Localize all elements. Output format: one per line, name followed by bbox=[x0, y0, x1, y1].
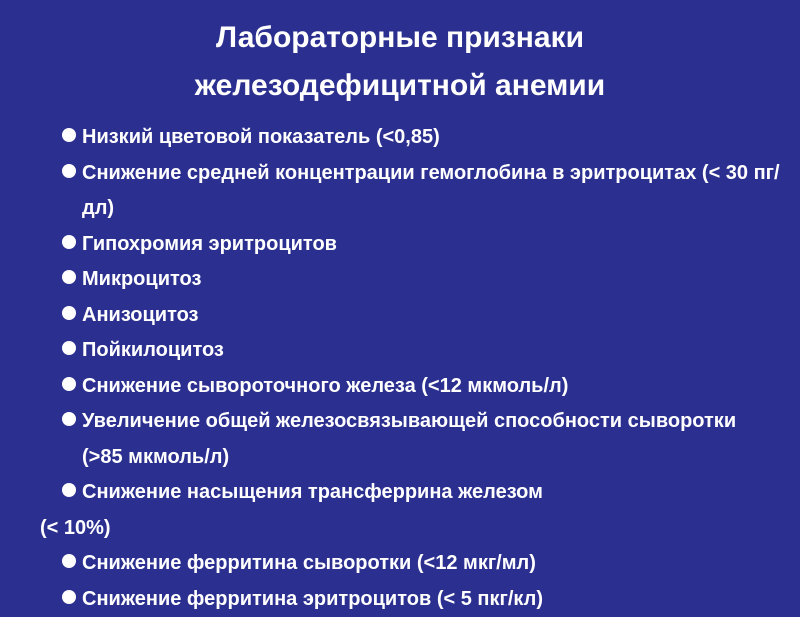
bullet-item bbox=[62, 333, 782, 369]
bullet-text: Гипохромия эритроцитов bbox=[82, 227, 782, 263]
bullet-item bbox=[62, 227, 782, 263]
bullet-text: Пойкилоцитоз bbox=[82, 333, 782, 369]
bullet-text: Низкий цветовой показатель (<0,85) bbox=[82, 120, 782, 156]
slide-title-line-2: железодефицитной анемии bbox=[0, 62, 800, 110]
bullet-text: Снижение насыщения трансферрина железом bbox=[82, 475, 782, 511]
bullet-icon bbox=[62, 412, 76, 426]
bullet-icon bbox=[62, 590, 76, 604]
bullet-item bbox=[62, 156, 782, 227]
bullet-item bbox=[62, 120, 782, 156]
bullet-item bbox=[62, 404, 782, 475]
bullet-icon bbox=[62, 270, 76, 284]
bullet-text: Снижение ферритина эритроцитов (< 5 пкг/кл) bbox=[82, 582, 782, 617]
bullet-text: Увеличение общей железосвязывающей способности сыворотки (>85 мкмоль/л) bbox=[82, 404, 782, 475]
bullet-icon bbox=[62, 554, 76, 568]
slide-title bbox=[0, 0, 800, 110]
bullet-icon bbox=[62, 377, 76, 391]
bullet-text: Микроцитоз bbox=[82, 262, 782, 298]
bullet-icon bbox=[62, 341, 76, 355]
bullet-icon bbox=[62, 164, 76, 178]
bullet-icon bbox=[62, 235, 76, 249]
bullet-icon bbox=[62, 128, 76, 142]
bullet-icon bbox=[62, 306, 76, 320]
bullet-list bbox=[62, 120, 782, 617]
bullet-item bbox=[62, 475, 782, 546]
bullet-text: Снижение ферритина сыворотки (<12 мкг/мл) bbox=[82, 546, 782, 582]
bullet-item bbox=[62, 262, 782, 298]
bullet-text: Снижение средней концентрации гемоглобина в эритроцитах (< 30 пг/дл) bbox=[82, 156, 782, 227]
bullet-continuation-text: (< 10%) bbox=[40, 511, 782, 547]
bullet-text: Анизоцитоз bbox=[82, 298, 782, 334]
bullet-item bbox=[62, 369, 782, 405]
bullet-text: Снижение сывороточного железа (<12 мкмоль/л) bbox=[82, 369, 782, 405]
bullet-icon bbox=[62, 483, 76, 497]
bullet-item bbox=[62, 582, 782, 617]
bullet-item bbox=[62, 546, 782, 582]
slide-title-line-1: Лабораторные признаки bbox=[0, 14, 800, 62]
bullet-item bbox=[62, 298, 782, 334]
